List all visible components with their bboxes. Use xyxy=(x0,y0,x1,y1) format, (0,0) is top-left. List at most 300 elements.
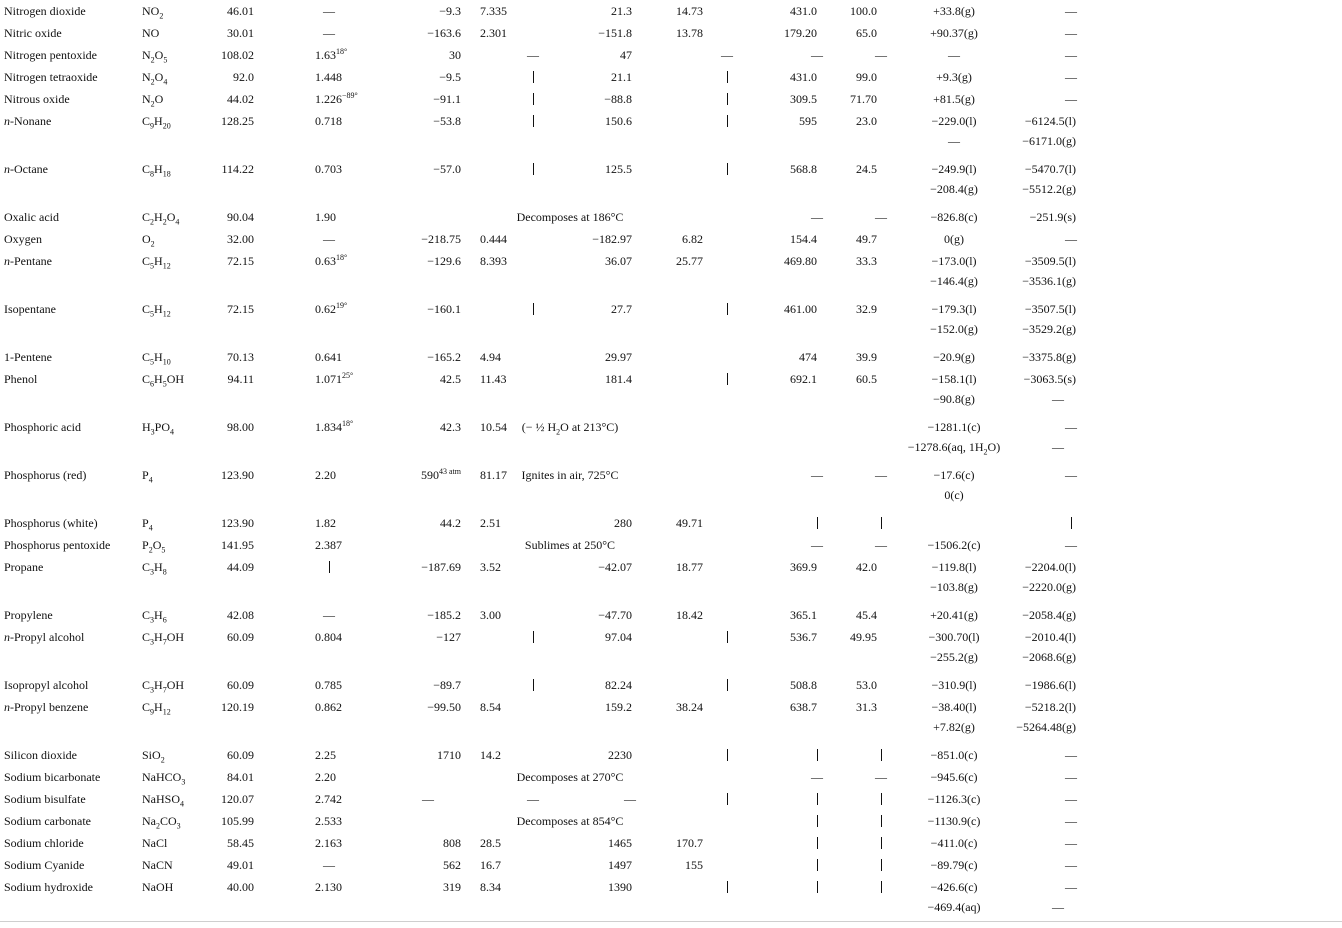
row-24-formula-cell: NaHSO$_4$ xyxy=(142,792,184,809)
row-8-hc-cell: — xyxy=(1065,232,1077,246)
row-9-bp-cell: 36.07 xyxy=(605,254,632,268)
row-3-mp-cell: −9.5 xyxy=(439,70,461,84)
row-18-formula-cell: $C_3H_6$ xyxy=(142,608,167,625)
row-2-mw-cell: 108.02 xyxy=(221,48,254,62)
row-27-hf-cell: −89.79(c) xyxy=(930,858,978,872)
row-15-formula-cell: $P_4$ xyxy=(142,516,153,533)
row-12-hfus-cell: 11.43 xyxy=(480,372,507,386)
row-5-tc-cell: 595 xyxy=(799,114,817,128)
row-28-tc-mark xyxy=(817,881,818,893)
row-22-tc-mark xyxy=(817,749,818,761)
row-2-tc-cell: — xyxy=(811,48,823,62)
row-14-name-cell: Phosphorus (red) xyxy=(4,468,87,482)
row-27-formula-cell: NaCN xyxy=(142,858,173,872)
row-6-hc-secondary: −5512.2(g) xyxy=(1022,182,1076,196)
row-3-hf-cell: +9.3(g) xyxy=(936,70,972,84)
row-18-name-cell: Propylene xyxy=(4,608,53,622)
row-18-pc-cell: 45.4 xyxy=(856,608,877,622)
row-2-sg-cell: $1.63^{18^\circ}$ xyxy=(315,47,348,62)
row-14-hc-cell: — xyxy=(1065,468,1077,482)
row-10-hf-cell: −179.3(l) xyxy=(931,302,977,316)
row-28-hvap-mark xyxy=(727,881,728,893)
row-4-mw-cell: 44.02 xyxy=(227,92,254,106)
row-8-mp-cell: −218.75 xyxy=(421,232,461,246)
row-2-formula-cell: $N_2O_5$ xyxy=(142,48,168,65)
row-13-mp-cell: 42.3 xyxy=(440,420,461,434)
row-8-hvap-cell: 6.82 xyxy=(682,232,703,246)
row-17-name-cell: Propane xyxy=(4,560,44,574)
row-3-hc-cell: — xyxy=(1065,70,1077,84)
row-0-pc-cell: 100.0 xyxy=(850,4,877,18)
row-19-bp-cell: 97.04 xyxy=(605,630,632,644)
row-21-hfus-cell: 8.54 xyxy=(480,700,501,714)
row-26-formula-cell: NaCl xyxy=(142,836,168,850)
row-25-pc-mark xyxy=(881,815,882,827)
row-23-hc-cell: — xyxy=(1065,770,1077,784)
row-1-formula-cell: NO xyxy=(142,26,160,40)
row-11-hf-cell: −20.9(g) xyxy=(933,350,975,364)
row-18-mw-cell: 42.08 xyxy=(227,608,254,622)
row-22-hfus-cell: 14.2 xyxy=(480,748,501,762)
row-12-pc-cell: 60.5 xyxy=(856,372,877,386)
row-17-hc-secondary: −2220.0(g) xyxy=(1022,580,1076,594)
row-4-bp-cell: −88.8 xyxy=(604,92,632,106)
row-14-pc-cell: — xyxy=(875,468,887,482)
row-18-hfus-cell: 3.00 xyxy=(480,608,501,622)
row-15-mp-cell: 44.2 xyxy=(440,516,461,530)
row-17-bp-cell: −42.07 xyxy=(598,560,632,574)
row-1-mp-cell: −163.6 xyxy=(427,26,461,40)
row-2-bp-cell: 47 xyxy=(620,48,632,62)
row-28-hfus-cell: 8.34 xyxy=(480,880,501,894)
row-27-bp-cell: 1497 xyxy=(608,858,632,872)
row-2-hf-cell: — xyxy=(948,48,960,62)
row-24-mp-cell: — xyxy=(422,792,434,806)
row-10-formula-cell: $C_5H_{12}$ xyxy=(142,302,171,319)
row-21-mp-cell: −99.50 xyxy=(427,700,461,714)
row-5-hvap-mark xyxy=(727,115,728,127)
row-12-sg-cell: $1.071^{25^\circ}$ xyxy=(315,371,354,386)
row-26-hf-cell: −411.0(c) xyxy=(930,836,978,850)
row-20-bp-cell: 82.24 xyxy=(605,678,632,692)
row-12-hc-secondary: — xyxy=(1052,392,1064,406)
row-2-mp-cell: 30 xyxy=(449,48,461,62)
row-27-mp-cell: 562 xyxy=(443,858,461,872)
row-9-hfus-cell: 8.393 xyxy=(480,254,507,268)
row-15-name-cell: Phosphorus (white) xyxy=(4,516,98,530)
row-14-hf-secondary: 0(c) xyxy=(944,488,964,502)
row-21-hvap-cell: 38.24 xyxy=(676,700,703,714)
row-19-mw-cell: 60.09 xyxy=(227,630,254,644)
row-25-tc-mark xyxy=(817,815,818,827)
row-6-mw-cell: 114.22 xyxy=(221,162,254,176)
row-0-mp-cell: −9.3 xyxy=(439,4,461,18)
row-21-tc-cell: 638.7 xyxy=(790,700,817,714)
row-18-tc-cell: 365.1 xyxy=(790,608,817,622)
row-13-formula-cell: $H_3PO_4$ xyxy=(142,420,175,437)
row-15-hc-mark xyxy=(1071,517,1072,529)
row-22-name-cell: Silicon dioxide xyxy=(4,748,77,762)
row-19-mp-cell: −127 xyxy=(436,630,461,644)
row-28-formula-cell: NaOH xyxy=(142,880,174,894)
row-17-sg-mark xyxy=(329,561,330,573)
row-12-mp-cell: 42.5 xyxy=(440,372,461,386)
row-20-pc-cell: 53.0 xyxy=(856,678,877,692)
row-27-tc-mark xyxy=(817,859,818,871)
row-17-mp-cell: −187.69 xyxy=(421,560,461,574)
row-8-sg-cell: — xyxy=(323,232,335,246)
row-13-sg-cell: $1.834^{18^\circ}$ xyxy=(315,419,354,434)
row-11-sg-cell: 0.641 xyxy=(315,350,342,364)
row-5-hf-cell: −229.0(l) xyxy=(931,114,977,128)
row-9-tc-cell: 469.80 xyxy=(784,254,817,268)
row-8-name-cell: Oxygen xyxy=(4,232,42,246)
row-14-mw-cell: 123.90 xyxy=(221,468,254,482)
row-13-hfus-cell: 10.54 xyxy=(480,420,507,434)
row-4-hf-cell: +81.5(g) xyxy=(933,92,975,106)
row-21-name-cell: n-Propyl benzene xyxy=(4,700,89,714)
row-24-bp-cell: — xyxy=(624,792,636,806)
row-5-formula-cell: $C_9H_{20}$ xyxy=(142,114,171,131)
row-17-hc-cell: −2204.0(l) xyxy=(1024,560,1076,574)
row-26-mw-cell: 58.45 xyxy=(227,836,254,850)
row-20-hf-cell: −310.9(l) xyxy=(931,678,977,692)
row-6-tc-cell: 568.8 xyxy=(790,162,817,176)
row-10-hfus-mark xyxy=(533,303,534,315)
row-16-name-cell: Phosphorus pentoxide xyxy=(4,538,111,552)
row-12-hvap-mark xyxy=(727,373,728,385)
row-15-pc-mark xyxy=(881,517,882,529)
row-6-pc-cell: 24.5 xyxy=(856,162,877,176)
row-4-hvap-mark xyxy=(727,93,728,105)
row-7-formula-cell: $C_2H_2O_4$ xyxy=(142,210,180,227)
row-14-sg-cell: 2.20 xyxy=(315,468,336,482)
row-0-mw-cell: 46.01 xyxy=(227,4,254,18)
row-7-mw-cell: 90.04 xyxy=(227,210,254,224)
row-20-name-cell: Isopropyl alcohol xyxy=(4,678,89,692)
row-2-pc-cell: — xyxy=(875,48,887,62)
row-15-bp-cell: 280 xyxy=(614,516,632,530)
row-6-bp-cell: 125.5 xyxy=(605,162,632,176)
row-13-hc-cell: — xyxy=(1065,420,1077,434)
row-5-name-cell: n-Nonane xyxy=(4,114,52,128)
row-20-hvap-mark xyxy=(727,679,728,691)
row-28-hc-secondary: — xyxy=(1052,900,1064,914)
row-18-hvap-cell: 18.42 xyxy=(676,608,703,622)
row-5-sg-cell: 0.718 xyxy=(315,114,342,128)
row-8-formula-cell: $O_2$ xyxy=(142,232,155,249)
row-16-sg-cell: 2.387 xyxy=(315,538,342,552)
row-1-hc-cell: — xyxy=(1065,26,1077,40)
row-8-pc-cell: 49.7 xyxy=(856,232,877,246)
row-21-formula-cell: $C_9H_{12}$ xyxy=(142,700,171,717)
row-9-hvap-cell: 25.77 xyxy=(676,254,703,268)
row-23-tc-cell: — xyxy=(811,770,823,784)
row-7-sg-cell: 1.90 xyxy=(315,210,336,224)
row-28-bp-cell: 1390 xyxy=(608,880,632,894)
row-10-hf-secondary: −152.0(g) xyxy=(930,322,978,336)
row-5-bp-cell: 150.6 xyxy=(605,114,632,128)
row-12-hc-cell: −3063.5(s) xyxy=(1023,372,1076,386)
row-17-hfus-cell: 3.52 xyxy=(480,560,501,574)
row-28-name-cell: Sodium hydroxide xyxy=(4,880,93,894)
row-21-hc-secondary: −5264.48(g) xyxy=(1016,720,1076,734)
row-13-hf-cell: −1281.1(c) xyxy=(927,420,981,434)
row-3-hfus-mark xyxy=(533,71,534,83)
row-25-name-cell: Sodium carbonate xyxy=(4,814,91,828)
row-23-name-cell: Sodium bicarbonate xyxy=(4,770,101,784)
row-12-hf-secondary: −90.8(g) xyxy=(933,392,975,406)
row-23-pc-cell: — xyxy=(875,770,887,784)
row-4-mp-cell: −91.1 xyxy=(433,92,461,106)
row-0-name-cell: Nitrogen dioxide xyxy=(4,4,86,18)
row-22-formula-cell: SiO$_2$ xyxy=(142,748,165,765)
row-14-hf-cell: −17.6(c) xyxy=(933,468,975,482)
row-9-hf-cell: −173.0(l) xyxy=(931,254,977,268)
row-22-mw-cell: 60.09 xyxy=(227,748,254,762)
row-4-sg-cell: $1.226^{-89^\circ}$ xyxy=(315,91,358,106)
row-19-hvap-mark xyxy=(727,631,728,643)
row-10-bp-cell: 27.7 xyxy=(611,302,632,316)
row-14-hfus-cell: 81.17 xyxy=(480,468,507,482)
row-0-bp-cell: 21.3 xyxy=(611,4,632,18)
row-7-hc-cell: −251.9(s) xyxy=(1029,210,1076,224)
row-27-hc-cell: — xyxy=(1065,858,1077,872)
row-16-pc-cell: — xyxy=(875,538,887,552)
row-0-formula-cell: $NO_2$ xyxy=(142,4,164,21)
row-10-sg-cell: $0.62^{19^\circ}$ xyxy=(315,301,348,316)
row-1-bp-cell: −151.8 xyxy=(598,26,632,40)
row-4-name-cell: Nitrous oxide xyxy=(4,92,70,106)
row-9-formula-cell: $C_5H_{12}$ xyxy=(142,254,171,271)
row-7-tc-cell: — xyxy=(811,210,823,224)
row-12-bp-cell: 181.4 xyxy=(605,372,632,386)
row-8-hfus-cell: 0.444 xyxy=(480,232,507,246)
row-4-hfus-mark xyxy=(533,93,534,105)
row-24-sg-cell: 2.742 xyxy=(315,792,342,806)
row-10-tc-cell: 461.00 xyxy=(784,302,817,316)
row-18-bp-cell: −47.70 xyxy=(598,608,632,622)
row-2-hvap-cell: — xyxy=(721,48,733,62)
row-9-hf-secondary: −146.4(g) xyxy=(930,274,978,288)
row-9-sg-cell: $0.63^{18^\circ}$ xyxy=(315,253,348,268)
row-18-hf-cell: +20.41(g) xyxy=(930,608,978,622)
row-11-mp-cell: −165.2 xyxy=(427,350,461,364)
row-12-hf-cell: −158.1(l) xyxy=(931,372,977,386)
row-0-hf-cell: +33.8(g) xyxy=(933,4,975,18)
row-22-hvap-mark xyxy=(727,749,728,761)
row-23-hf-cell: −945.6(c) xyxy=(930,770,978,784)
row-11-name-cell: 1-Pentene xyxy=(4,350,52,364)
row-21-hc-cell: −5218.2(l) xyxy=(1024,700,1076,714)
row-10-name-cell: Isopentane xyxy=(4,302,56,316)
row-7-span-note: Decomposes at 186°C xyxy=(516,210,624,224)
row-17-tc-cell: 369.9 xyxy=(790,560,817,574)
row-2-hfus-cell: — xyxy=(527,48,539,62)
row-0-sg-cell: — xyxy=(323,4,335,18)
row-20-sg-cell: 0.785 xyxy=(315,678,342,692)
row-26-hfus-cell: 28.5 xyxy=(480,836,501,850)
row-14-span-note: Ignites in air, 725°C xyxy=(521,468,619,482)
row-6-hvap-mark xyxy=(727,163,728,175)
row-17-hvap-cell: 18.77 xyxy=(676,560,703,574)
row-4-pc-cell: 71.70 xyxy=(850,92,877,106)
row-10-mw-cell: 72.15 xyxy=(227,302,254,316)
row-6-hfus-mark xyxy=(533,163,534,175)
row-27-name-cell: Sodium Cyanide xyxy=(4,858,85,872)
row-26-pc-mark xyxy=(881,837,882,849)
row-14-mp-cell: $590^{43 atm}$ xyxy=(421,467,461,482)
row-25-hf-cell: −1130.9(c) xyxy=(927,814,981,828)
row-8-hf-cell: 0(g) xyxy=(944,232,964,246)
row-16-span-note: Sublimes at 250°C xyxy=(524,538,616,552)
row-18-hc-cell: −2058.4(g) xyxy=(1022,608,1076,622)
row-9-mp-cell: −129.6 xyxy=(427,254,461,268)
row-25-formula-cell: $Na_2CO_3$ xyxy=(142,814,181,831)
row-6-hf-secondary: −208.4(g) xyxy=(930,182,978,196)
row-5-hfus-mark xyxy=(533,115,534,127)
row-23-span-note: Decomposes at 270°C xyxy=(516,770,624,784)
row-28-hc-cell: — xyxy=(1065,880,1077,894)
row-14-formula-cell: $P_4$ xyxy=(142,468,153,485)
row-1-hf-cell: +90.37(g) xyxy=(930,26,978,40)
row-15-hvap-cell: 49.71 xyxy=(676,516,703,530)
row-21-pc-cell: 31.3 xyxy=(856,700,877,714)
row-9-hc-cell: −3509.5(l) xyxy=(1024,254,1076,268)
row-3-mw-cell: 92.0 xyxy=(233,70,254,84)
row-21-hf-secondary: +7.82(g) xyxy=(933,720,975,734)
row-26-tc-mark xyxy=(817,837,818,849)
row-5-pc-cell: 23.0 xyxy=(856,114,877,128)
row-22-pc-mark xyxy=(881,749,882,761)
row-1-hfus-cell: 2.301 xyxy=(480,26,507,40)
row-22-sg-cell: 2.25 xyxy=(315,748,336,762)
row-6-mp-cell: −57.0 xyxy=(433,162,461,176)
row-4-formula-cell: $N_2O$ xyxy=(142,92,164,109)
row-20-hc-cell: −1986.6(l) xyxy=(1024,678,1076,692)
row-11-hfus-cell: 4.94 xyxy=(480,350,501,364)
row-10-mp-cell: −160.1 xyxy=(427,302,461,316)
row-20-formula-cell: $C_3H_7OH$ xyxy=(142,678,185,695)
row-15-sg-cell: 1.82 xyxy=(315,516,336,530)
row-22-mp-cell: 1710 xyxy=(437,748,461,762)
row-10-pc-cell: 32.9 xyxy=(856,302,877,316)
row-5-mw-cell: 128.25 xyxy=(221,114,254,128)
row-19-hfus-mark xyxy=(533,631,534,643)
row-5-mp-cell: −53.8 xyxy=(433,114,461,128)
row-10-hvap-mark xyxy=(727,303,728,315)
row-5-hc-secondary: −6171.0(g) xyxy=(1022,134,1076,148)
row-3-name-cell: Nitrogen tetraoxide xyxy=(4,70,98,84)
row-5-hc-cell: −6124.5(l) xyxy=(1024,114,1076,128)
row-9-mw-cell: 72.15 xyxy=(227,254,254,268)
row-8-mw-cell: 32.00 xyxy=(227,232,254,246)
row-16-mw-cell: 141.95 xyxy=(221,538,254,552)
row-26-hvap-cell: 170.7 xyxy=(676,836,703,850)
row-23-sg-cell: 2.20 xyxy=(315,770,336,784)
row-22-bp-cell: 2230 xyxy=(608,748,632,762)
row-12-formula-cell: $C_6H_5OH$ xyxy=(142,372,185,389)
row-20-mp-cell: −89.7 xyxy=(433,678,461,692)
row-16-hc-cell: — xyxy=(1065,538,1077,552)
row-1-pc-cell: 65.0 xyxy=(856,26,877,40)
row-19-tc-cell: 536.7 xyxy=(790,630,817,644)
row-11-bp-cell: 29.97 xyxy=(605,350,632,364)
bottom-rule xyxy=(0,921,1342,922)
row-11-mw-cell: 70.13 xyxy=(227,350,254,364)
row-19-name-cell: n-Propyl alcohol xyxy=(4,630,85,644)
row-18-sg-cell: — xyxy=(323,608,335,622)
row-5-hf-secondary: — xyxy=(948,134,960,148)
row-13-hc-secondary: — xyxy=(1052,440,1064,454)
row-17-hf-cell: −119.8(l) xyxy=(931,560,977,574)
row-28-sg-cell: 2.130 xyxy=(315,880,342,894)
row-3-pc-cell: 99.0 xyxy=(856,70,877,84)
row-0-hvap-cell: 14.73 xyxy=(676,4,703,18)
row-0-tc-cell: 431.0 xyxy=(790,4,817,18)
row-7-name-cell: Oxalic acid xyxy=(4,210,59,224)
row-6-hc-cell: −5470.7(l) xyxy=(1024,162,1076,176)
row-28-pc-mark xyxy=(881,881,882,893)
row-12-name-cell: Phenol xyxy=(4,372,38,386)
row-17-formula-cell: $C_3H_8$ xyxy=(142,560,167,577)
row-1-name-cell: Nitric oxide xyxy=(4,26,62,40)
row-20-mw-cell: 60.09 xyxy=(227,678,254,692)
row-11-pc-cell: 39.9 xyxy=(856,350,877,364)
row-12-tc-cell: 692.1 xyxy=(790,372,817,386)
row-27-hvap-cell: 155 xyxy=(685,858,703,872)
row-26-mp-cell: 808 xyxy=(443,836,461,850)
row-21-bp-cell: 159.2 xyxy=(605,700,632,714)
row-8-tc-cell: 154.4 xyxy=(790,232,817,246)
row-3-formula-cell: $N_2O_4$ xyxy=(142,70,168,87)
row-19-hf-secondary: −255.2(g) xyxy=(930,650,978,664)
row-0-hfus-cell: 7.335 xyxy=(480,4,507,18)
row-24-pc-mark xyxy=(881,793,882,805)
row-6-sg-cell: 0.703 xyxy=(315,162,342,176)
row-28-hf-secondary: −469.4(aq) xyxy=(927,900,981,914)
row-4-hc-cell: — xyxy=(1065,92,1077,106)
row-25-mw-cell: 105.99 xyxy=(221,814,254,828)
row-14-tc-cell: — xyxy=(811,468,823,482)
row-13-span-note: (− ½ $H_2O$ at 213°C) xyxy=(521,420,619,437)
row-17-pc-cell: 42.0 xyxy=(856,560,877,574)
row-15-hfus-cell: 2.51 xyxy=(480,516,501,530)
row-13-hf-secondary: −1278.6(aq, $1H_2O$) xyxy=(907,440,1001,457)
row-24-tc-mark xyxy=(817,793,818,805)
row-9-hc-secondary: −3536.1(g) xyxy=(1022,274,1076,288)
row-10-hc-cell: −3507.5(l) xyxy=(1024,302,1076,316)
row-26-sg-cell: 2.163 xyxy=(315,836,342,850)
row-1-sg-cell: — xyxy=(323,26,335,40)
row-10-hc-secondary: −3529.2(g) xyxy=(1022,322,1076,336)
row-24-hfus-cell: — xyxy=(527,792,539,806)
row-27-pc-mark xyxy=(881,859,882,871)
row-6-hf-cell: −249.9(l) xyxy=(931,162,977,176)
row-3-tc-cell: 431.0 xyxy=(790,70,817,84)
row-3-bp-cell: 21.1 xyxy=(611,70,632,84)
row-19-sg-cell: 0.804 xyxy=(315,630,342,644)
row-18-mp-cell: −185.2 xyxy=(427,608,461,622)
row-13-mw-cell: 98.00 xyxy=(227,420,254,434)
row-22-hf-cell: −851.0(c) xyxy=(930,748,978,762)
row-16-hf-cell: −1506.2(c) xyxy=(927,538,981,552)
row-26-bp-cell: 1465 xyxy=(608,836,632,850)
row-7-hf-cell: −826.8(c) xyxy=(930,210,978,224)
row-19-hc-secondary: −2068.6(g) xyxy=(1022,650,1076,664)
row-25-span-note: Decomposes at 854°C xyxy=(516,814,624,828)
row-24-name-cell: Sodium bisulfate xyxy=(4,792,86,806)
